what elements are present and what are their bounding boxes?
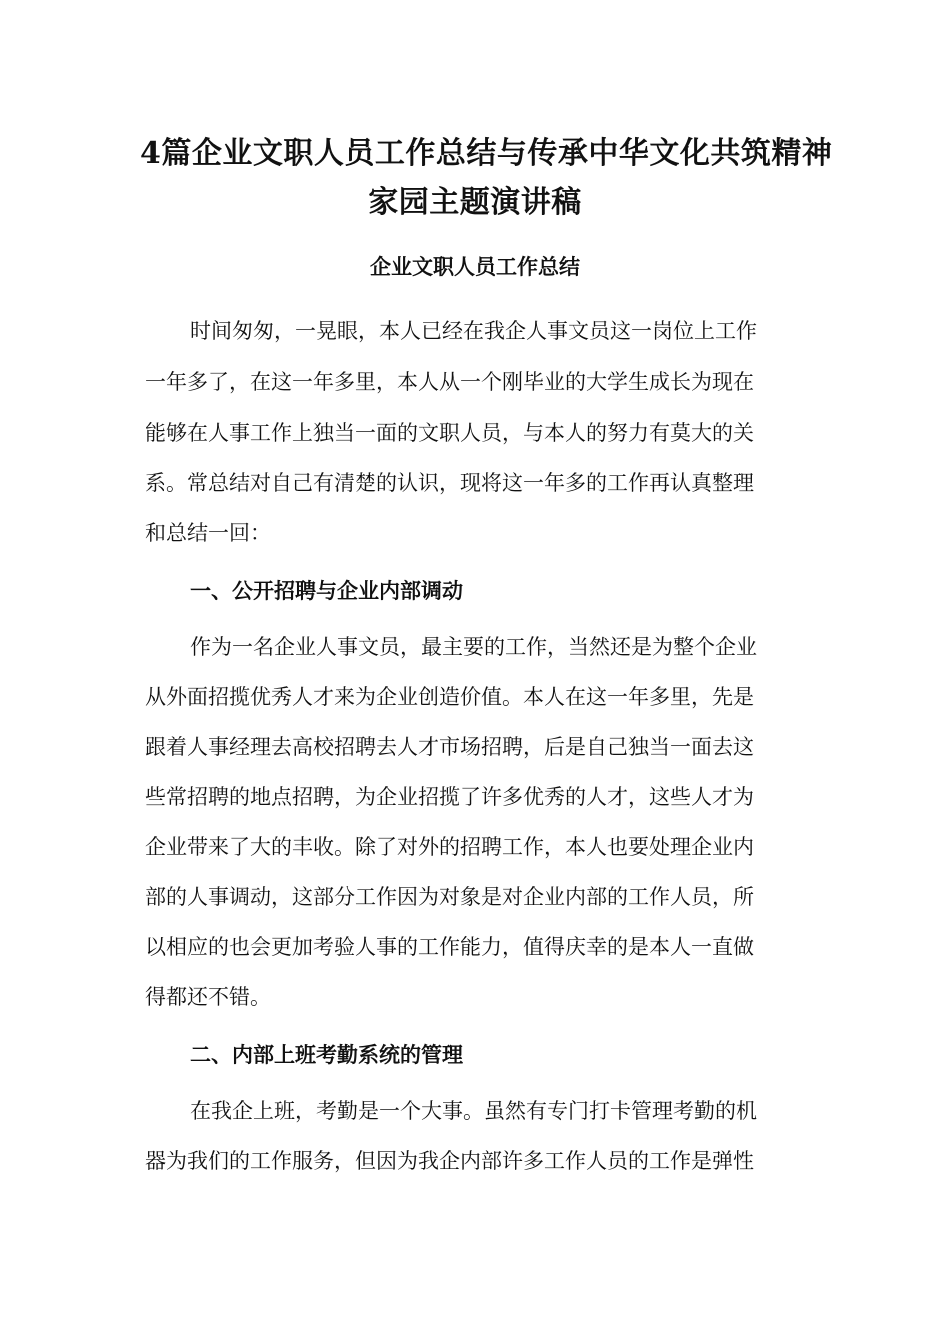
paragraph-line: 作为一名企业人事文员，最主要的工作，当然还是为整个企业	[190, 635, 757, 659]
paragraph-line: 一年多了，在这一年多里，本人从一个刚毕业的大学生成长为现在	[145, 370, 754, 394]
document-title-line-1: 4篇企业文职人员工作总结与传承中华文化共筑精神	[140, 136, 833, 171]
paragraph-line: 和总结一回：	[145, 521, 271, 545]
paragraph-line: 在我企上班，考勤是一个大事。虽然有专门打卡管理考勤的机	[190, 1099, 757, 1123]
document-title-line-2: 家园主题演讲稿	[368, 185, 582, 220]
paragraph-line: 得都还不错。	[145, 985, 271, 1009]
paragraph-line: 企业带来了大的丰收。除了对外的招聘工作，本人也要处理企业内	[145, 835, 754, 859]
paragraph-line: 部的人事调动，这部分工作因为对象是对企业内部的工作人员，所	[145, 885, 754, 909]
paragraph-line: 从外面招揽优秀人才来为企业创造价值。本人在这一年多里，先是	[145, 685, 754, 709]
paragraph-line: 能够在人事工作上独当一面的文职人员，与本人的努力有莫大的关	[145, 421, 754, 445]
paragraph-line: 些常招聘的地点招聘，为企业招揽了许多优秀的人才，这些人才为	[145, 785, 754, 809]
paragraph-line: 跟着人事经理去高校招聘去人才市场招聘，后是自己独当一面去这	[145, 735, 754, 759]
paragraph-line: 系。常总结对自己有清楚的认识，现将这一年多的工作再认真整理	[145, 471, 754, 495]
section-heading: 一、公开招聘与企业内部调动	[190, 578, 463, 603]
document-subtitle: 企业文职人员工作总结	[370, 254, 580, 279]
section-heading: 二、内部上班考勤系统的管理	[190, 1042, 463, 1067]
paragraph-line: 以相应的也会更加考验人事的工作能力，值得庆幸的是本人一直做	[145, 935, 754, 959]
paragraph-line: 时间匆匆，一晃眼，本人已经在我企人事文员这一岗位上工作	[190, 319, 757, 343]
paragraph-line: 器为我们的工作服务，但因为我企内部许多工作人员的工作是弹性	[145, 1149, 754, 1173]
